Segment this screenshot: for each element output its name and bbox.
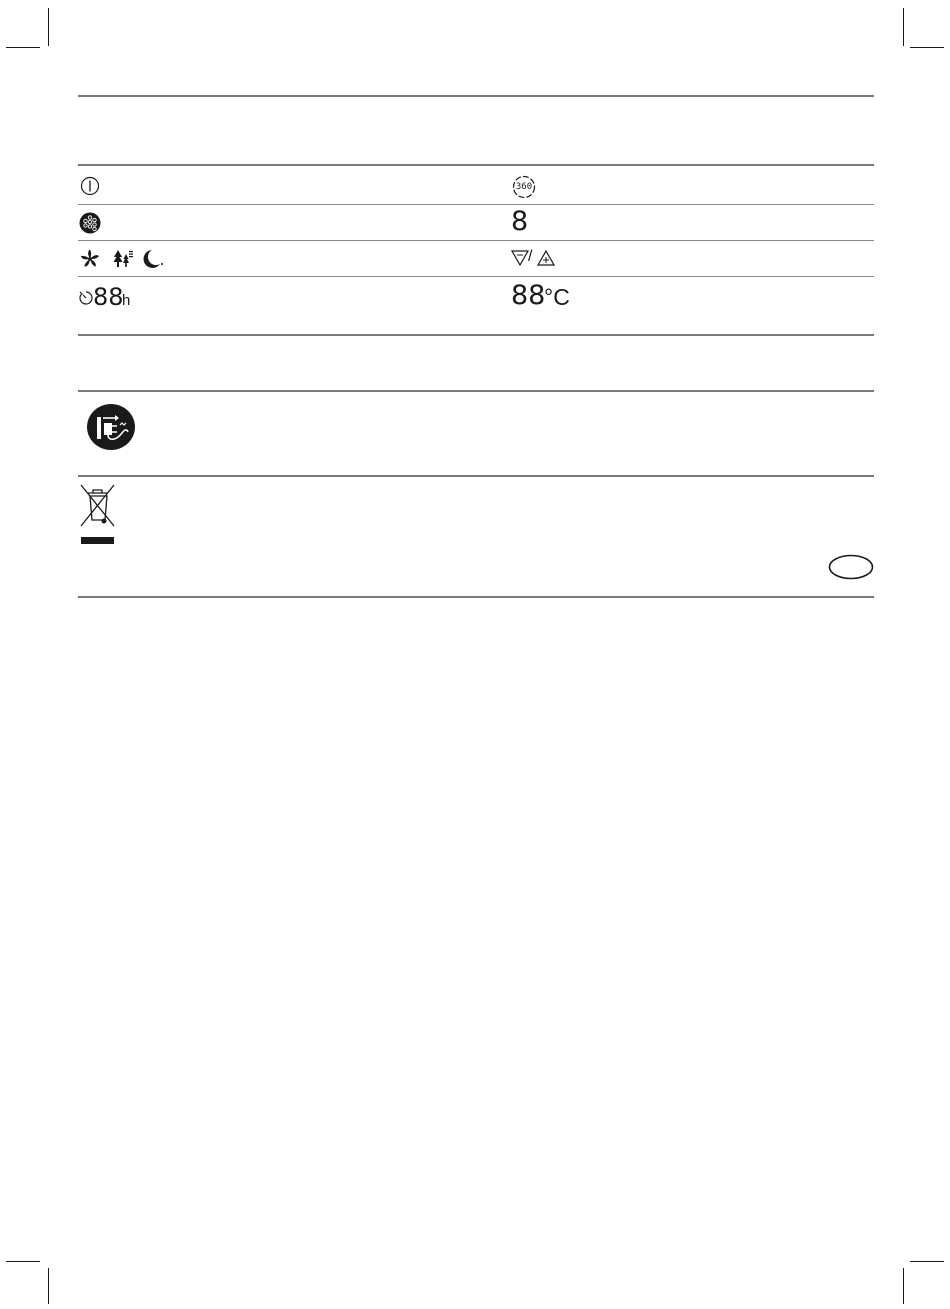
crop-mark-top-right-v: [903, 8, 904, 46]
digit-display-icon: 8: [511, 206, 529, 237]
rule-table-row2: [78, 240, 874, 241]
rule-table-row3: [78, 276, 874, 277]
temperature-display: [511, 281, 581, 311]
power-icon: [80, 176, 100, 196]
rule-unplug-top: [78, 390, 874, 392]
rule-unplug-bottom: [78, 475, 874, 477]
rule-top: [78, 95, 874, 97]
triangle-up-icon: [537, 250, 555, 266]
crop-mark-bottom-left-v: [48, 1268, 49, 1304]
timer-display: [78, 284, 148, 310]
timer-unit: h: [122, 292, 131, 309]
country-code-badge: [828, 554, 874, 580]
temp-unit: °C: [544, 284, 570, 310]
triangle-down-icon: [511, 250, 529, 266]
crop-mark-bottom-right-h: [910, 1261, 944, 1262]
rule-table-row1: [78, 204, 874, 205]
fan-mode-icon: [79, 248, 101, 270]
temp-digits: 88: [511, 280, 546, 311]
crop-mark-top-left-h: [6, 47, 40, 48]
timer-icon: [78, 290, 94, 306]
rule-table-bottom: [78, 334, 874, 336]
oscillation-360-icon: [512, 175, 536, 199]
natural-wind-icon: [112, 248, 134, 270]
crossed-out-wheelie-bin-icon: [80, 484, 116, 546]
crop-mark-bottom-right-v: [903, 1268, 904, 1304]
crop-mark-bottom-left-h: [6, 1261, 40, 1262]
temperature-down-up-icon: [511, 248, 557, 268]
fan-speed-icon: [79, 212, 101, 234]
temp-separator: /: [528, 248, 533, 265]
crop-mark-top-right-h: [910, 47, 944, 48]
oscillation-label: 360: [515, 182, 533, 192]
rule-table-top: [78, 164, 874, 166]
crop-mark-top-left-v: [48, 8, 49, 46]
rule-weee-bottom: [78, 596, 874, 598]
sleep-mode-icon: [142, 248, 166, 270]
timer-digits: 88: [93, 283, 124, 311]
unplug-mains-icon: [86, 403, 136, 451]
